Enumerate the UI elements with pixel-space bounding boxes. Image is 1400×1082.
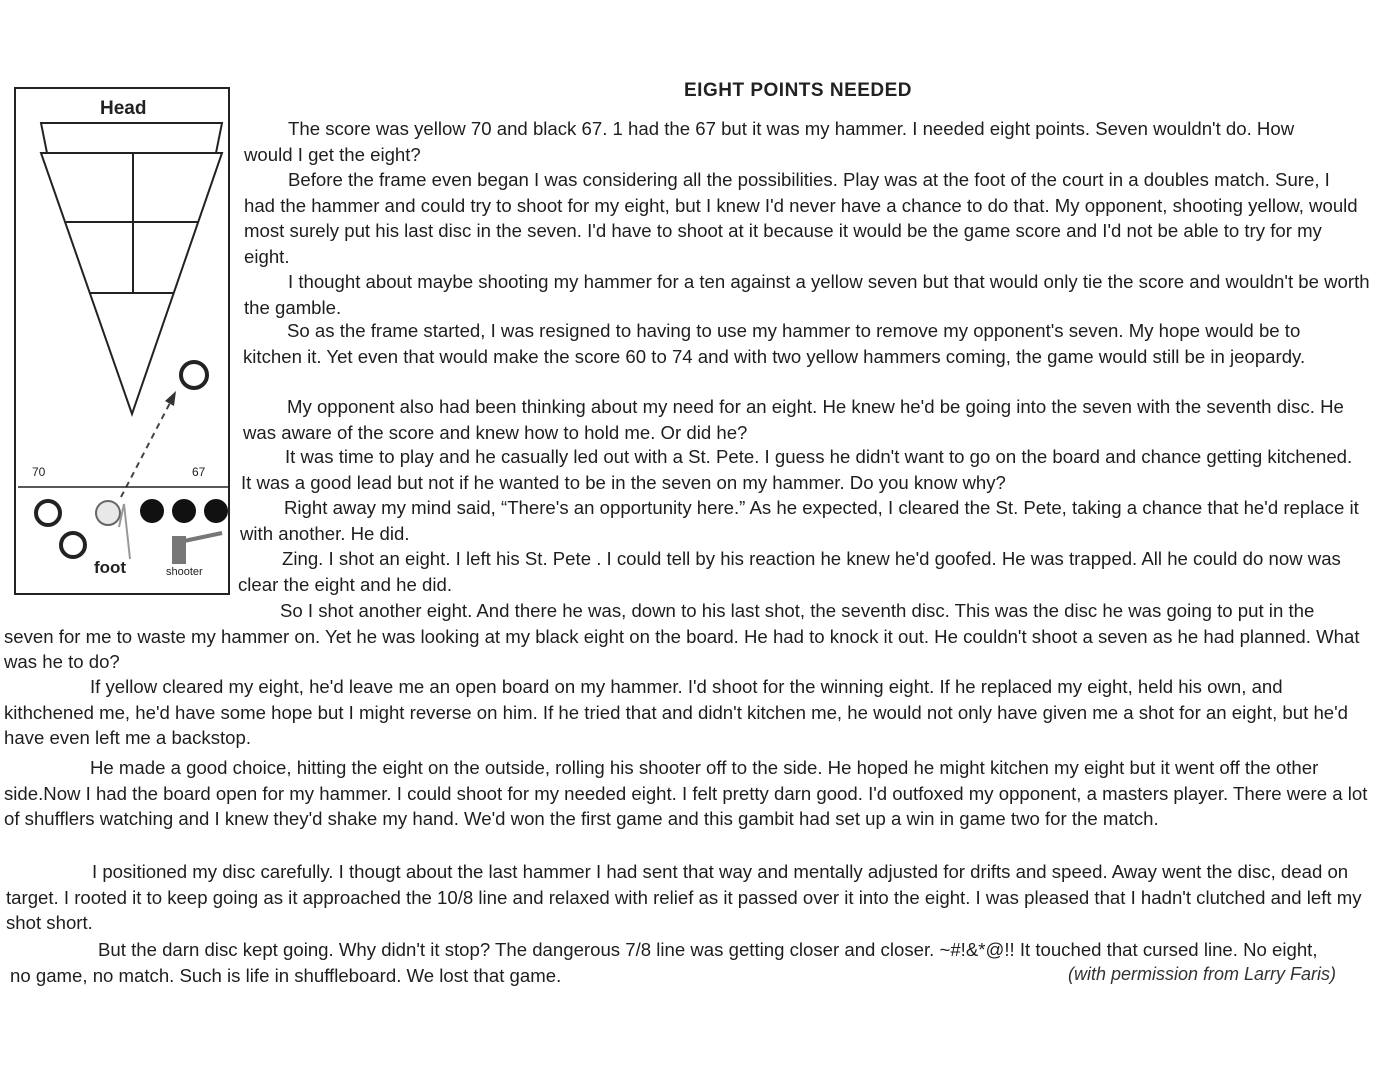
paragraph: If yellow cleared my eight, he'd leave me an open board on my hammer. I'd shoot for the winning eight. If he replaced my eight, held his own, and kithchened me, he'd have some hope but I might reverse on him. If he tried that and didn't kitchen me, he would not only have given me a shot for an eight, but he'd have even left me a backstop. (4, 676, 1349, 748)
yellow-score-label: 70 (32, 465, 46, 479)
paragraph: Right away my mind said, “There's an opportunity here.” As he expected, I cleared the St. Pete, taking a chance that he'd replace it with another. He did. (240, 497, 1359, 544)
paragraph: It was time to play and he casually led out with a St. Pete. I guess he didn't want to go on the board and chance getting kitchened. It was a good lead but not if he wanted to be in the seven on my hammer. Do you know why? (241, 446, 1353, 493)
paragraph: I positioned my disc carefully. I thougt about the last hammer I had sent that way and mentally adjusted for drifts and speed. Away went the disc, dead on target. I rooted it to keep going as it approached the 10/8 line and relaxed with relief as it passed over it into the eight. I was pleased that I hadn't clutched and left my shot short. (6, 861, 1362, 933)
paragraph: The score was yellow 70 and black 67. 1 had the 67 but it was my hammer. I needed eight points. Seven wouldn't do. How would I get the eight? (244, 118, 1295, 165)
arrow-head (165, 391, 176, 406)
target-disc (181, 362, 207, 388)
paragraph: Zing. I shot an eight. I left his St. Pete . I could tell by his reaction he knew he'd goofed. He was trapped. All he could do now was clear the eight and he did. (238, 548, 1341, 595)
paragraph: But the darn disc kept going. Why didn't it stop? The dangerous 7/8 line was getting closer and closer. ~#!&*@!! It touched that cursed line. No eight, no game, no match. Such is life in shuffleboard. We lost that game. (10, 939, 1318, 986)
black-score-label: 67 (192, 465, 206, 479)
court-diagram (14, 87, 230, 595)
cue-stick (124, 504, 130, 559)
yellow-disc-faded (96, 501, 120, 525)
paragraph: Before the frame even began I was considering all the possibilities. Play was at the foot of the court in a doubles match. Sure, I had the hammer and could try to shoot for my eight, but I knew I'd never have a chance to do that. My opponent, shooting yellow, would most surely put his last disc in the seven. I'd have to shoot at it because it would be the game score and I'd not be able to try for my eight. (244, 169, 1358, 267)
article-title: EIGHT POINTS NEEDED (684, 80, 913, 101)
yellow-disc (36, 501, 60, 525)
black-disc (140, 499, 164, 523)
shooter-label: shooter (166, 566, 203, 578)
paragraph: I thought about maybe shooting my hammer for a ten against a yellow seven but that would only tie the score and wouldn't be worth the gamble. (244, 271, 1370, 318)
paragraph: So as the frame started, I was resigned to having to use my hammer to remove my opponent's seven. My hope would be to kitchen it. Yet even that would make the score 60 to 74 and with two yellow hammers coming, the game would still be in jeopardy. (243, 320, 1306, 367)
foot-label: foot (94, 558, 127, 577)
paragraph: He made a good choice, hitting the eight on the outside, rolling his shooter off to the side. He hoped he might kitchen my eight but it went off the other side.Now I had the board open for my hammer. I could shoot for my needed eight. I felt pretty darn good. I'd outfoxed my opponent, a masters player. There were a lot of shufflers watching and I knew they'd shake my hand. We'd won the first game and this gambit had set up a win in game two for the match. (4, 757, 1368, 829)
permission-credit: (with permission from Larry Faris) (1068, 964, 1337, 984)
yellow-disc (61, 533, 85, 557)
paragraph: My opponent also had been thinking about my need for an eight. He knew he'd be going into the seven with the seventh disc. He was aware of the score and knew how to hold me. Or did he? (243, 396, 1344, 443)
black-disc (204, 499, 228, 523)
shooter-figure (184, 533, 222, 541)
ten-off-area (41, 123, 222, 153)
black-disc (172, 499, 196, 523)
shot-path (121, 401, 171, 497)
paragraph: So I shot another eight. And there he was, down to his last shot, the seventh disc. This was the disc he was going to put in the seven for me to waste my hammer on. Yet he was looking at my black eight on the board. He had to knock it out. He couldn't shoot a seven as he had planned. What was he to do? (4, 600, 1360, 672)
head-label: Head (100, 98, 147, 119)
court-diagram-drawing (16, 89, 232, 597)
